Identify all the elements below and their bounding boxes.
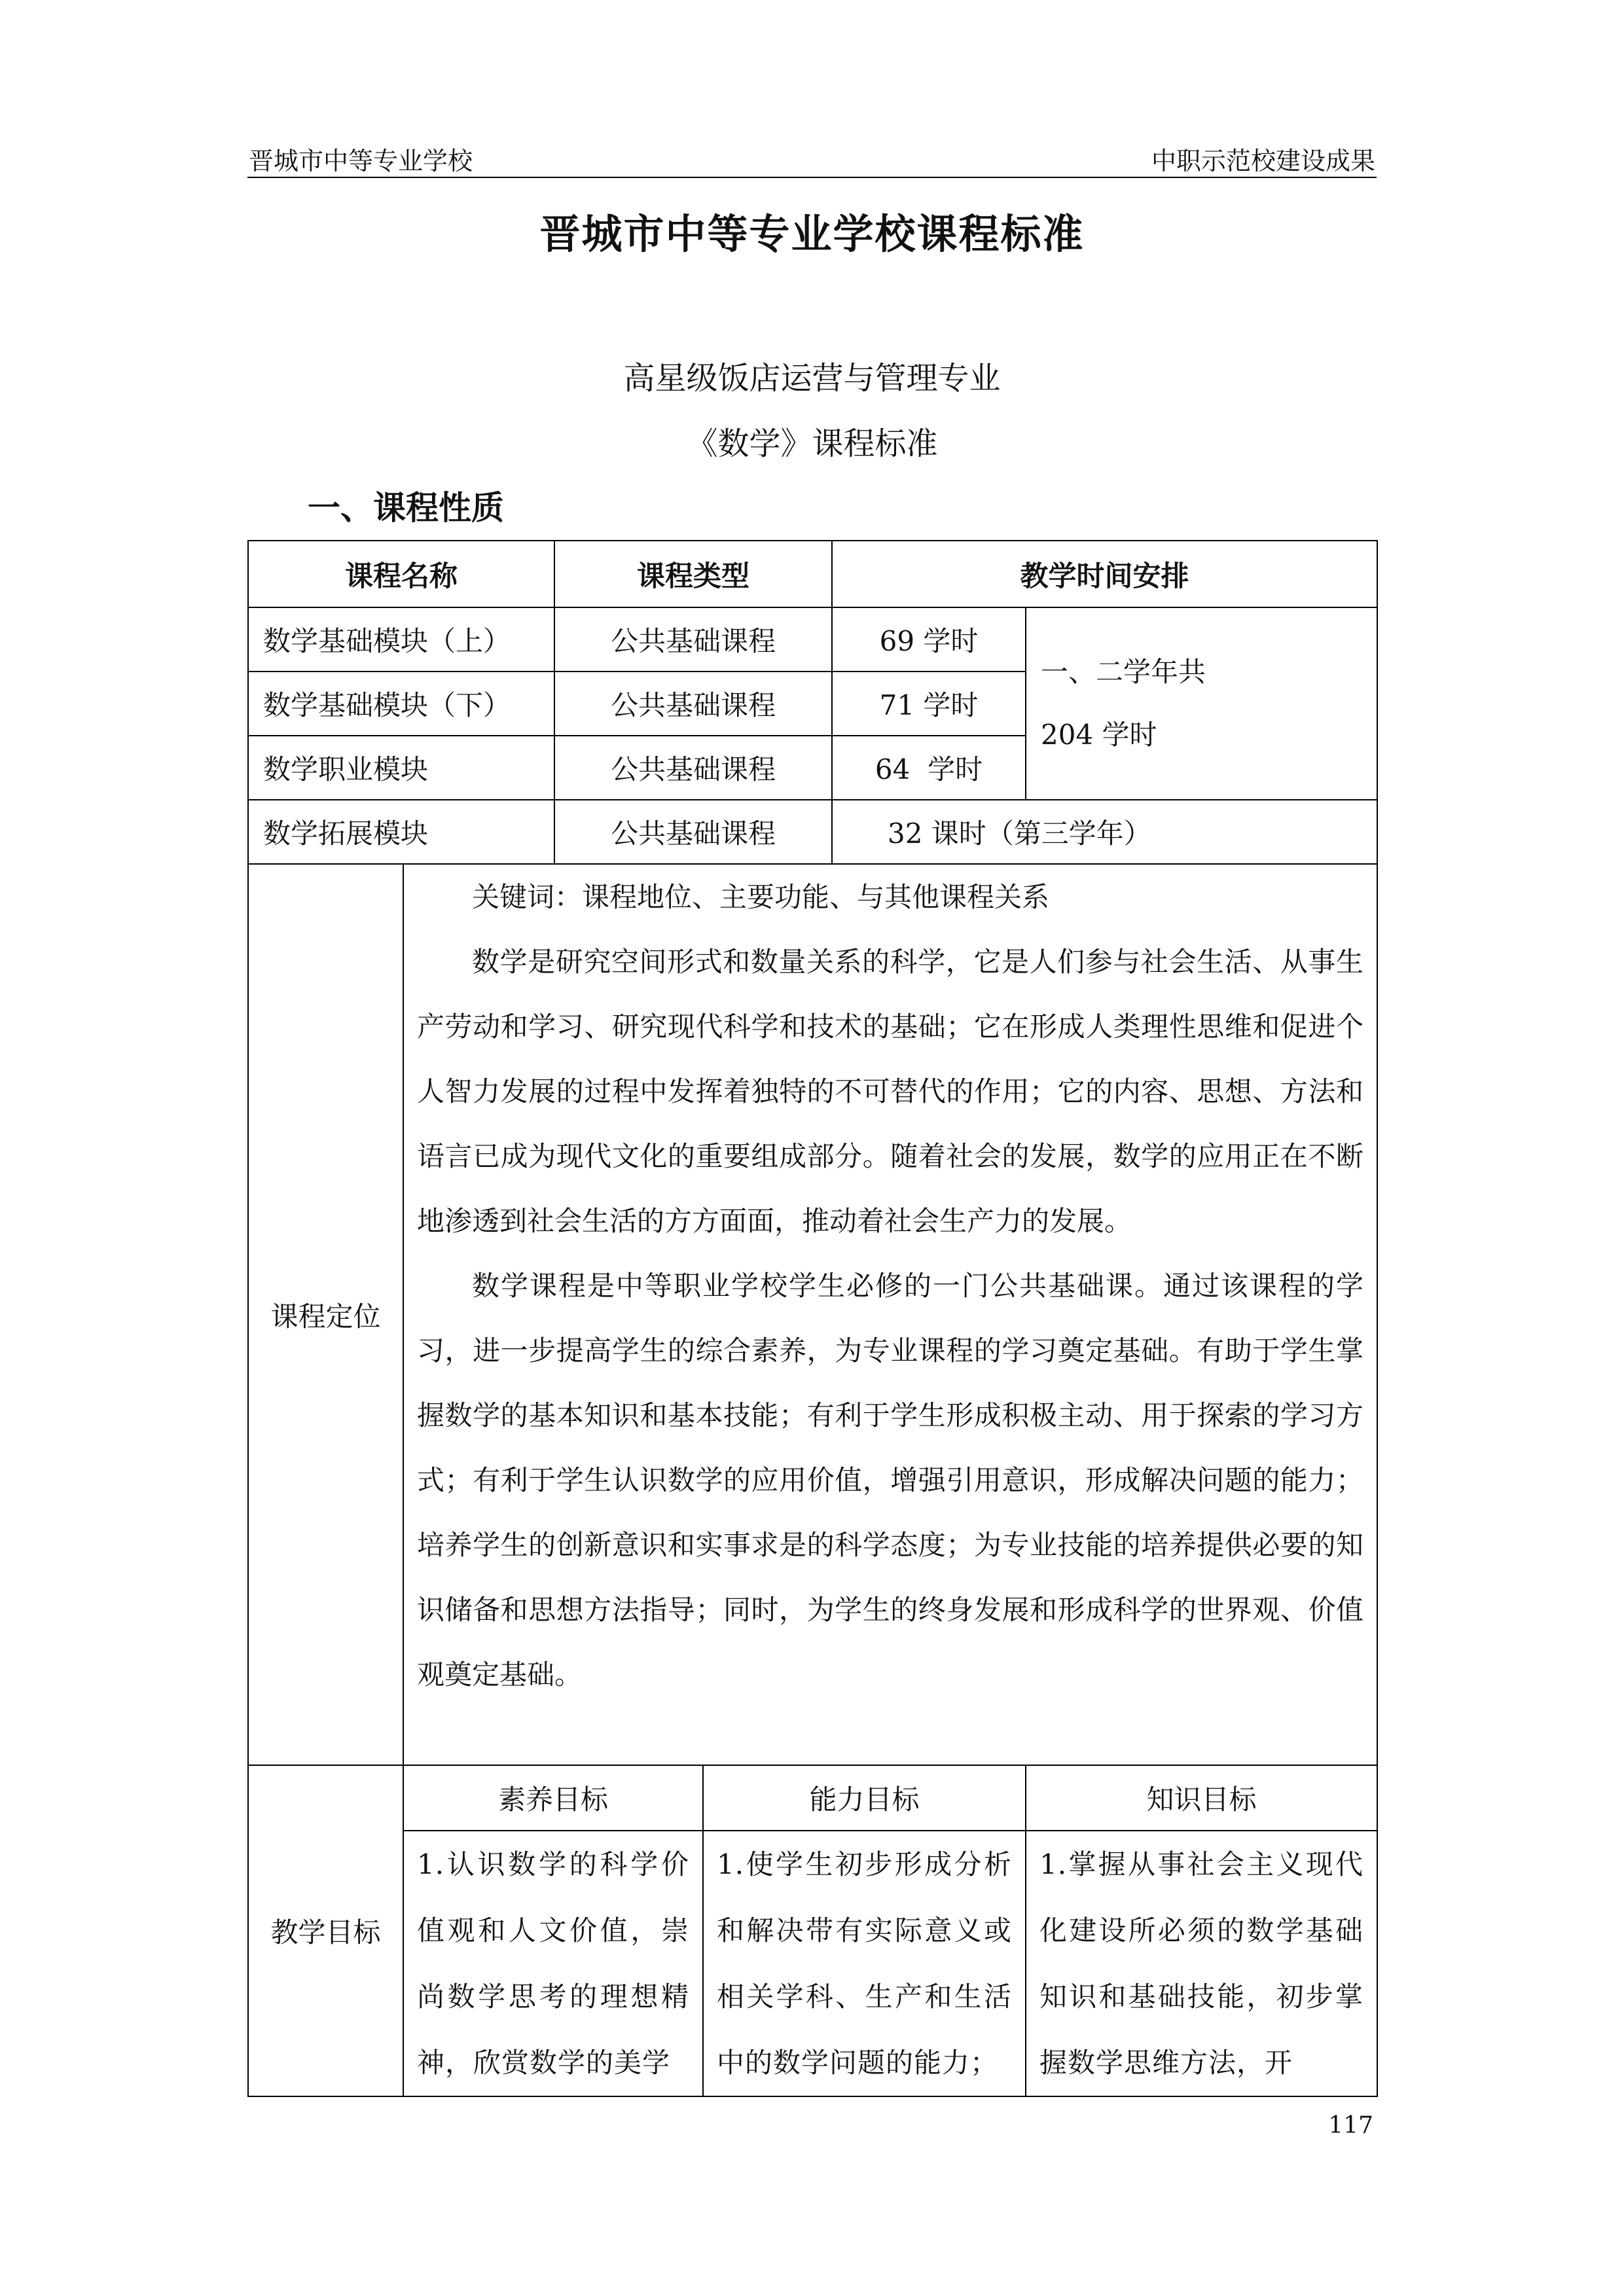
- goal-header-knowledge: 知识目标: [1026, 1765, 1377, 1831]
- section-heading: 一、课程性质: [308, 489, 504, 527]
- header-course-name: 课程名称: [248, 541, 554, 607]
- course-hours-cell: 32 课时（第三学年）: [832, 800, 1377, 864]
- goal-literacy-text: 1.认识数学的科学价值观和人文价值，崇尚数学思考的理想精神，欣赏数学的美学: [403, 1831, 703, 2096]
- goal-header-ability: 能力目标: [703, 1765, 1026, 1831]
- positioning-content: [403, 864, 1377, 1765]
- header-course-type: 课程类型: [554, 541, 832, 607]
- course-hours-cell: 71 学时: [832, 672, 1026, 736]
- goals-label: 教学目标: [248, 1765, 403, 2096]
- course-hours-cell: 69 学时: [832, 607, 1026, 672]
- course-type-cell: 公共基础课程: [554, 736, 832, 800]
- goal-knowledge-text: 1.掌握从事社会主义现代化建设所必须的数学基础知识和基础技能，初步掌握数学思维方法，开: [1026, 1831, 1377, 2096]
- page-title: 晋城市中等专业学校课程标准: [539, 210, 1085, 258]
- table-row: [248, 607, 1377, 672]
- course-name-cell: 数学职业模块: [248, 736, 554, 800]
- running-header-school: 晋城市中等专业学校: [249, 147, 473, 175]
- positioning-paragraph-1: 数学是研究空间形式和数量关系的科学，它是人们参与社会生活、从事生产劳动和学习、研究现代科学和技术的基础；它在形成人类理性思维和促进个人智力发展的过程中发挥着独特的不可替代的作用；它的内容、思想、方法和语言已成为现代文化的重要组成部分。随着社会的发展，数学的应用正在不断地渗透到社会生活的方方面面，推动着社会生产力的发展。: [417, 946, 1363, 1237]
- total-hours-cell: [1026, 607, 1377, 800]
- course-table: [247, 540, 1378, 2097]
- positioning-paragraph-2: 数学课程是中等职业学校学生必修的一门公共基础课。通过该课程的学习，进一步提高学生的综合素养，为专业课程的学习奠定基础。有助于学生掌握数学的基本知识和基本技能；有利于学生形成积极主动、用于探索的学习方式；有利于学生认识数学的应用价值，增强引用意识，形成解决问题的能力；培养学生的创新意识和实事求是的科学态度；为专业技能的培养提供必要的知识储备和思想方法指导；同时，为学生的终身发展和形成科学的世界观、价值观奠定基础。: [417, 1270, 1363, 1691]
- course-subtitle: 《数学》课程标准: [686, 425, 938, 462]
- course-type-cell: 公共基础课程: [554, 800, 832, 864]
- course-name-cell: 数学基础模块（上）: [248, 607, 554, 672]
- goals-body-row: [248, 1831, 1377, 2096]
- course-type-cell: 公共基础课程: [554, 672, 832, 736]
- total-hours-line-2: 204 学时: [1041, 719, 1157, 751]
- course-hours-cell: 64 学时: [832, 736, 1026, 800]
- header-schedule: 教学时间安排: [832, 541, 1377, 607]
- goal-ability-text: 1.使学生初步形成分析和解决带有实际意义或相关学科、生产和生活中的数学问题的能力；: [703, 1831, 1026, 2096]
- goal-header-literacy: 素养目标: [403, 1765, 703, 1831]
- positioning-keywords: 关键词：课程地位、主要功能、与其他课程关系: [472, 881, 1050, 913]
- table-row: [248, 800, 1377, 864]
- total-hours-line-1: 一、二学年共: [1041, 656, 1206, 688]
- course-name-cell: 数学基础模块（下）: [248, 672, 554, 736]
- running-header-project: 中职示范校建设成果: [1151, 147, 1375, 175]
- major-subtitle: 高星级饭店运营与管理专业: [623, 360, 1001, 397]
- goals-header-row: [248, 1765, 1377, 1831]
- course-name-cell: 数学拓展模块: [248, 800, 554, 864]
- positioning-row: [248, 864, 1377, 1765]
- header-divider: [247, 177, 1377, 178]
- positioning-label: 课程定位: [248, 864, 403, 1765]
- page-number: 117: [1328, 2112, 1373, 2139]
- course-type-cell: 公共基础课程: [554, 607, 832, 672]
